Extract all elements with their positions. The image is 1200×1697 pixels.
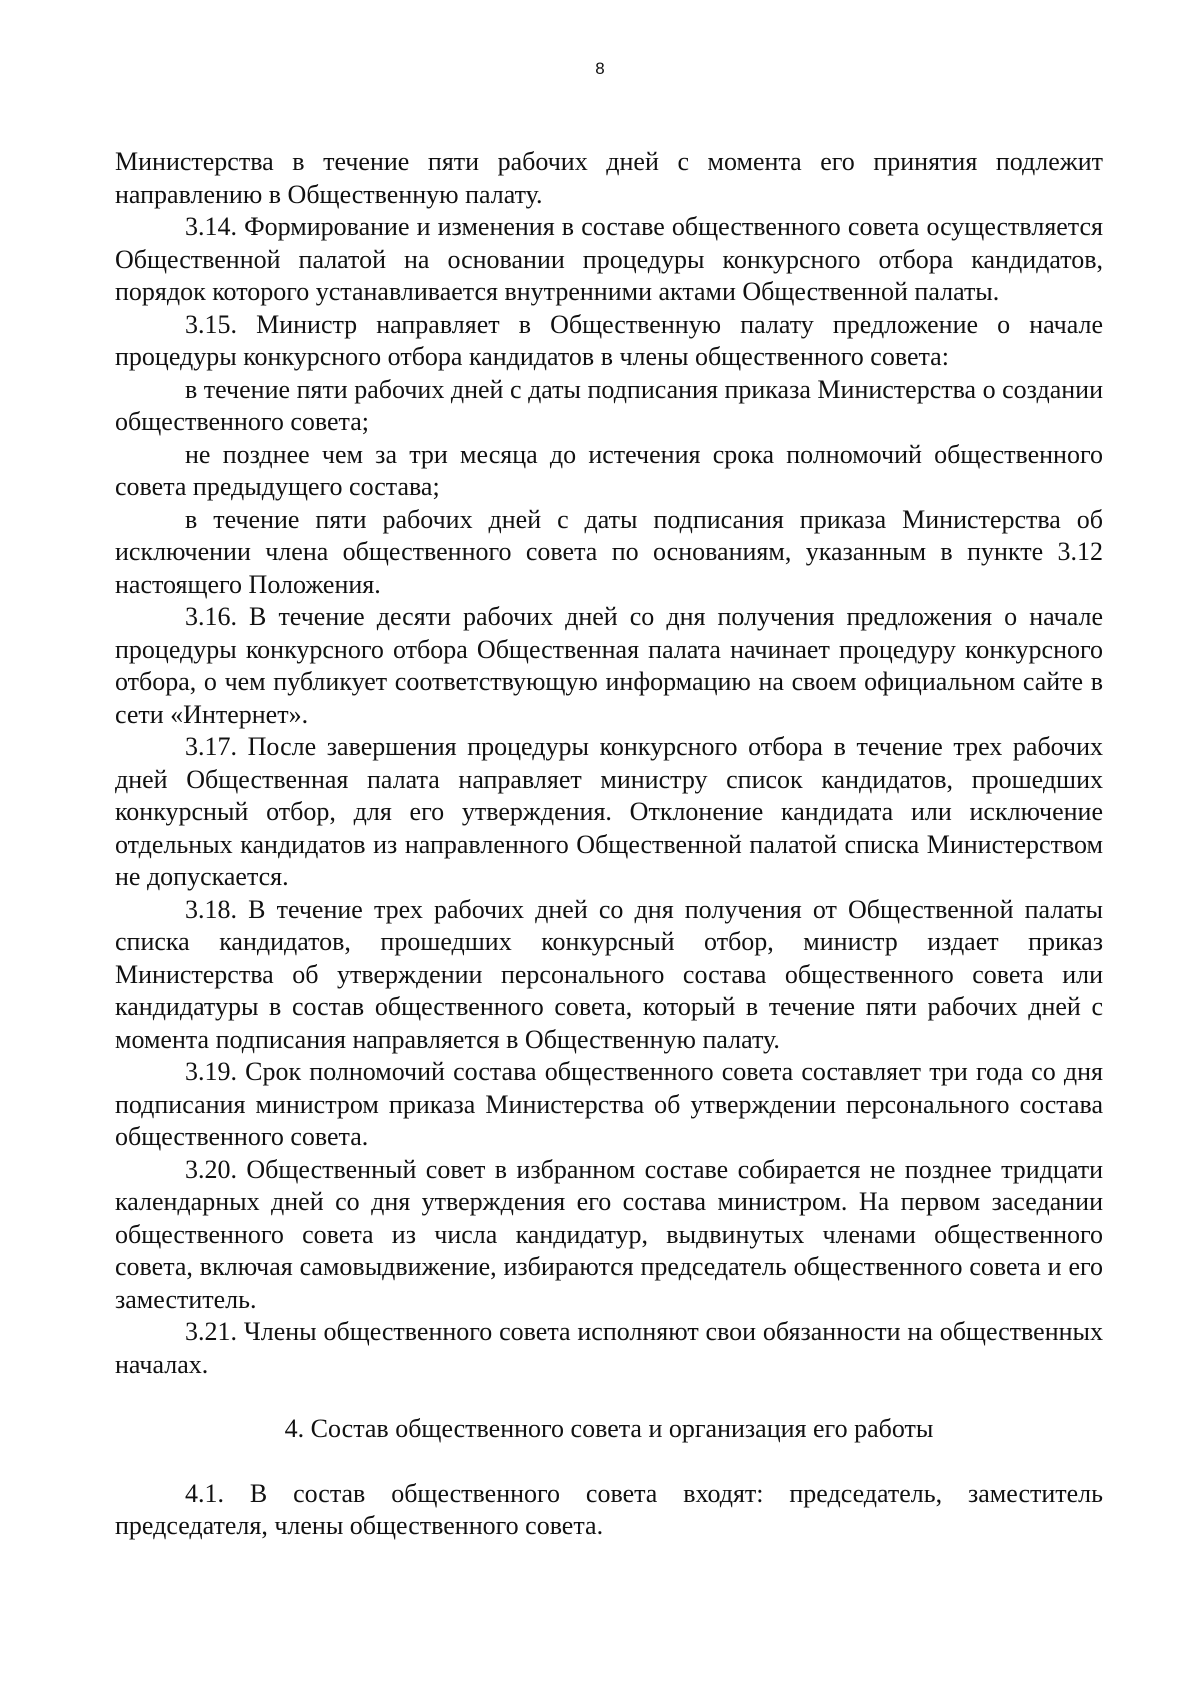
paragraph-4-1: 4.1. В состав общественного совета входят: председатель, заместитель председателя, члены общественного совета. bbox=[115, 1478, 1103, 1540]
paragraph-3-16: 3.16. В течение десяти рабочих дней со дня получения предложения о начале процедуры конкурсного отбора Общественная палата начинает процедуру конкурсного отбора, о чем публикует соответствующую информацию на своем официальном сайте в сети «Интернет». bbox=[115, 602, 1103, 729]
paragraph-3-18: 3.18. В течение трех рабочих дней со дня получения от Общественной палаты списка кандидатов, прошедших конкурсный отбор, министр издает приказ Министерства об утверждении персонального состава общественного совета или кандидатуры в состав общественного совета, который в течение пяти рабочих дней с момента подписания направляется в Общественную палату. bbox=[115, 894, 1103, 1054]
paragraph-3-14: 3.14. Формирование и изменения в составе общественного совета осуществляется Общественной палатой на основании процедуры конкурсного отбора кандидатов, порядок которого устанавливается внутренними актами Общественной палаты. bbox=[115, 212, 1103, 306]
list-item: в течение пяти рабочих дней с даты подписания приказа Министерства о создании общественного совета; bbox=[115, 374, 1103, 436]
paragraph-3-19: 3.19. Срок полномочий состава общественного совета составляет три года со дня подписания министром приказа Министерства об утверждении персонального состава общественного совета. bbox=[115, 1057, 1103, 1151]
paragraph-3-21: 3.21. Члены общественного совета исполняют свои обязанности на общественных началах. bbox=[115, 1317, 1103, 1379]
paragraph-3-15: 3.15. Министр направляет в Общественную палату предложение о начале процедуры конкурсного отбора кандидатов в члены общественного совета: bbox=[115, 309, 1103, 371]
paragraph: Министерства в течение пяти рабочих дней с момента его принятия подлежит направлению в Общественную палату. bbox=[115, 147, 1103, 209]
page-number: 8 bbox=[595, 59, 605, 78]
section-heading: 4. Состав общественного совета и организация его работы bbox=[284, 1414, 934, 1443]
list-item: не позднее чем за три месяца до истечения срока полномочий общественного совета предыдущего состава; bbox=[115, 439, 1103, 501]
list-item: в течение пяти рабочих дней с даты подписания приказа Министерства об исключении члена общественного совета по основаниям, указанным в пункте 3.12 настоящего Положения. bbox=[115, 504, 1103, 599]
document-body bbox=[115, 146, 1103, 1543]
paragraph-3-20: 3.20. Общественный совет в избранном составе собирается не позднее тридцати календарных дней со дня утверждения его состава министром. На первом заседании общественного совета из числа кандидатур, выдвинутых членами общественного совета, включая самовыдвижение, избираются председатель общественного совета и его заместитель. bbox=[115, 1154, 1103, 1314]
paragraph-3-17: 3.17. После завершения процедуры конкурсного отбора в течение трех рабочих дней Общественная палата направляет министру список кандидатов, прошедших конкурсный отбор, для его утверждения. Отклонение кандидата или исключение отдельных кандидатов из направленного Общественной палатой списка Министерством не допускается. bbox=[115, 732, 1103, 891]
